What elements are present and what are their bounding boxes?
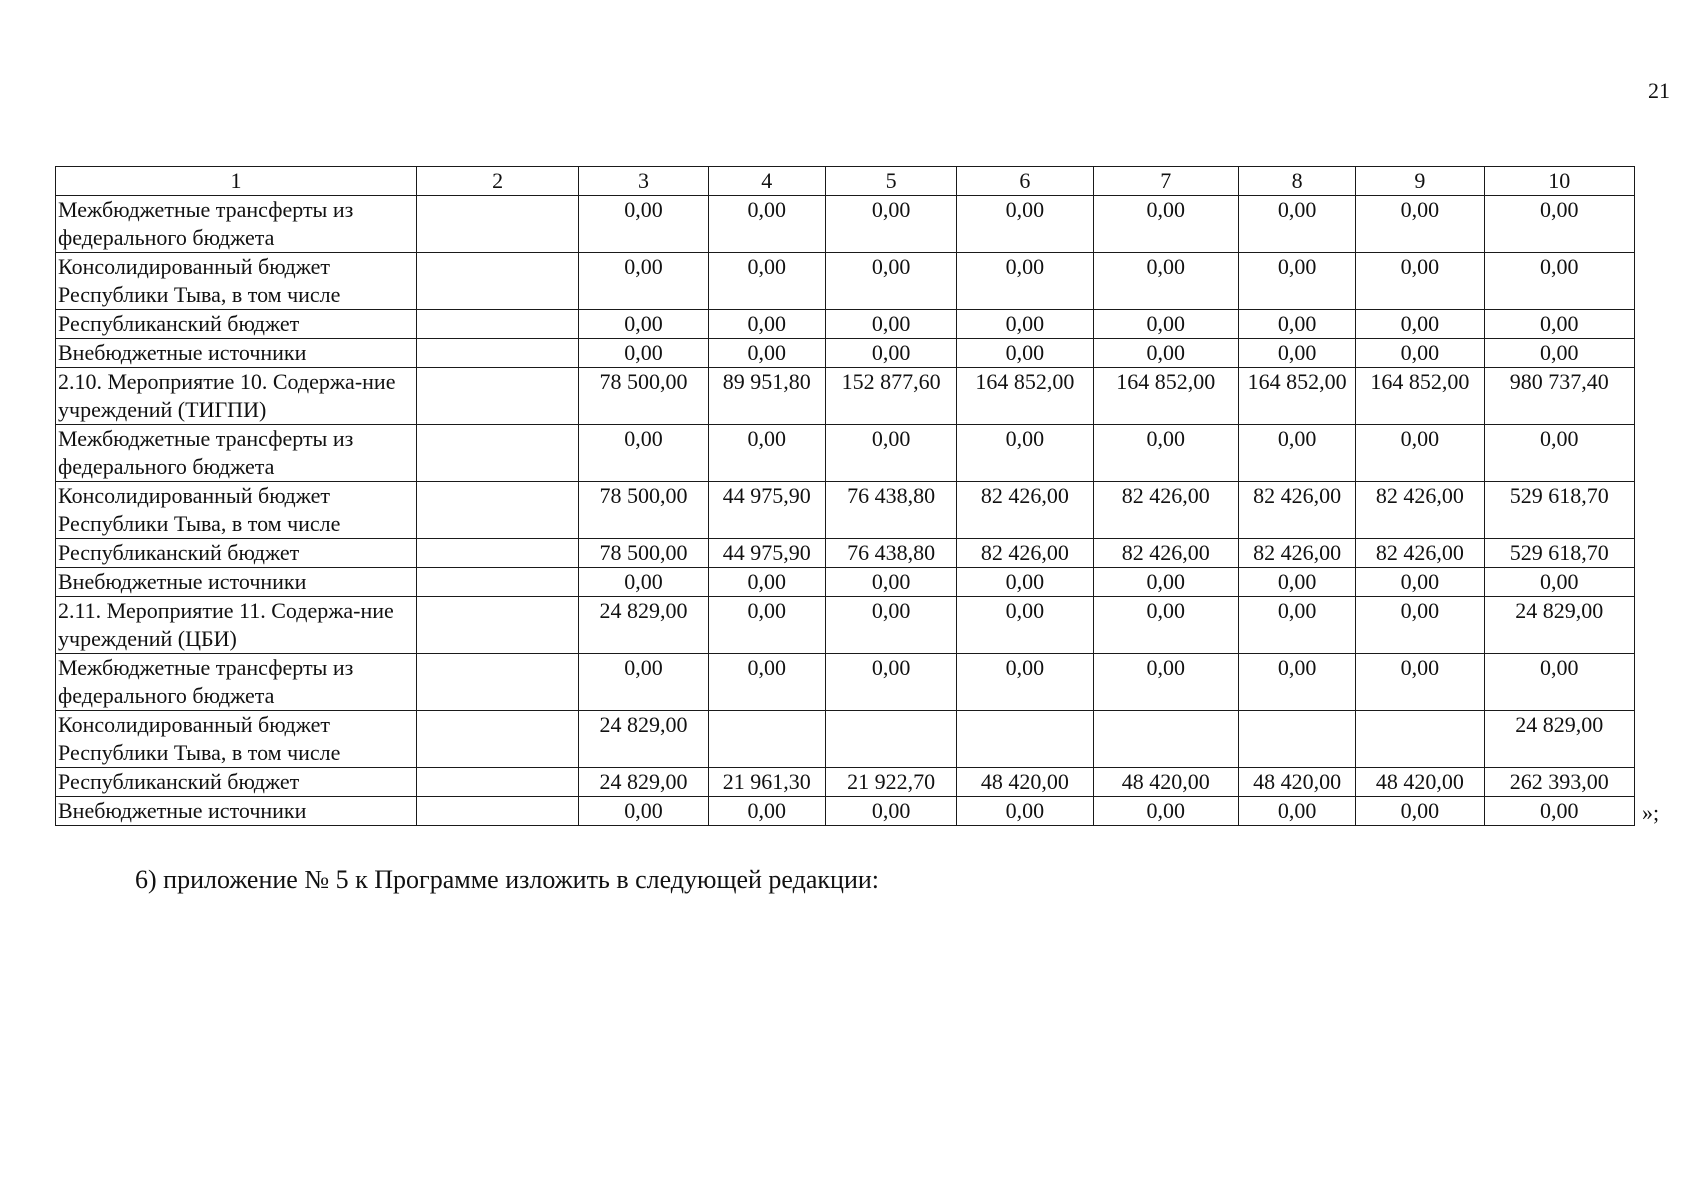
table-cell: 0,00 <box>1484 196 1634 253</box>
table-cell: 529 618,70 <box>1484 539 1634 568</box>
table-cell: 0,00 <box>579 196 708 253</box>
table-row <box>56 425 1635 482</box>
budget-table <box>55 166 1635 826</box>
table-cell: 0,00 <box>579 654 708 711</box>
table-cell <box>416 425 578 482</box>
table-cell: 0,00 <box>957 568 1093 597</box>
table-header-row <box>56 167 1635 196</box>
table-cell: 78 500,00 <box>579 368 708 425</box>
table-cell <box>825 711 956 768</box>
table-cell: 0,00 <box>1093 597 1238 654</box>
column-header: 6 <box>957 167 1093 196</box>
table-cell: 0,00 <box>1356 797 1484 826</box>
table-row <box>56 568 1635 597</box>
table-cell <box>416 711 578 768</box>
table-row <box>56 368 1635 425</box>
table-cell: 48 420,00 <box>1356 768 1484 797</box>
table-row <box>56 539 1635 568</box>
table-cell: 0,00 <box>825 654 956 711</box>
row-label: 2.10. Мероприятие 10. Содержа-ние учреждений (ТИГПИ) <box>56 368 417 425</box>
table-cell <box>708 711 825 768</box>
table-cell: 0,00 <box>1093 196 1238 253</box>
table-cell: 76 438,80 <box>825 482 956 539</box>
row-label: Межбюджетные трансферты из федерального бюджета <box>56 425 417 482</box>
table-cell: 0,00 <box>1356 196 1484 253</box>
table-cell <box>416 654 578 711</box>
table-cell: 0,00 <box>1484 253 1634 310</box>
table-cell: 48 420,00 <box>1238 768 1355 797</box>
table-cell: 82 426,00 <box>957 482 1093 539</box>
table-cell: 0,00 <box>579 253 708 310</box>
table-cell: 0,00 <box>579 310 708 339</box>
table-cell: 0,00 <box>957 597 1093 654</box>
table-row <box>56 711 1635 768</box>
table-cell: 44 975,90 <box>708 482 825 539</box>
table-cell: 0,00 <box>708 310 825 339</box>
table-cell: 0,00 <box>957 310 1093 339</box>
table-cell: 24 829,00 <box>1484 711 1634 768</box>
table-cell: 0,00 <box>957 425 1093 482</box>
table-cell: 164 852,00 <box>1356 368 1484 425</box>
table-row <box>56 597 1635 654</box>
table-cell: 0,00 <box>1356 425 1484 482</box>
table-cell: 78 500,00 <box>579 482 708 539</box>
table-cell: 82 426,00 <box>1238 482 1355 539</box>
table-cell <box>1356 711 1484 768</box>
table-row <box>56 196 1635 253</box>
table-cell: 164 852,00 <box>957 368 1093 425</box>
table-cell: 89 951,80 <box>708 368 825 425</box>
table-cell: 0,00 <box>825 597 956 654</box>
row-label: Республиканский бюджет <box>56 768 417 797</box>
table-cell: 0,00 <box>1093 253 1238 310</box>
table-cell: 0,00 <box>1356 310 1484 339</box>
table-cell: 0,00 <box>708 568 825 597</box>
table-cell: 0,00 <box>1356 339 1484 368</box>
table-row <box>56 339 1635 368</box>
table-cell: 0,00 <box>1356 568 1484 597</box>
table-cell: 0,00 <box>957 339 1093 368</box>
table-cell: 0,00 <box>957 797 1093 826</box>
table-cell <box>416 339 578 368</box>
row-label: Консолидированный бюджет Республики Тыва, в том числе <box>56 482 417 539</box>
table-cell: 0,00 <box>579 568 708 597</box>
table-cell: 0,00 <box>825 425 956 482</box>
column-header: 3 <box>579 167 708 196</box>
row-label: Республиканский бюджет <box>56 310 417 339</box>
row-label: Внебюджетные источники <box>56 568 417 597</box>
amendment-paragraph: 6) приложение № 5 к Программе изложить в следующей редакции: <box>135 865 879 894</box>
table-cell <box>1093 711 1238 768</box>
column-header: 4 <box>708 167 825 196</box>
table-cell: 0,00 <box>708 425 825 482</box>
table-cell <box>416 310 578 339</box>
table-cell: 0,00 <box>957 253 1093 310</box>
table-cell: 0,00 <box>825 568 956 597</box>
table-cell: 0,00 <box>1356 253 1484 310</box>
column-header: 1 <box>56 167 417 196</box>
table-cell: 21 961,30 <box>708 768 825 797</box>
table-cell: 164 852,00 <box>1093 368 1238 425</box>
table-cell: 0,00 <box>1484 568 1634 597</box>
table-row <box>56 310 1635 339</box>
table-cell: 48 420,00 <box>1093 768 1238 797</box>
table-cell: 0,00 <box>1484 797 1634 826</box>
table-cell: 82 426,00 <box>957 539 1093 568</box>
table-cell: 0,00 <box>708 654 825 711</box>
table-cell <box>416 597 578 654</box>
table-cell: 82 426,00 <box>1356 539 1484 568</box>
table-cell: 0,00 <box>1356 597 1484 654</box>
column-header: 7 <box>1093 167 1238 196</box>
table-cell: 0,00 <box>1093 339 1238 368</box>
row-label: Консолидированный бюджет Республики Тыва, в том числе <box>56 711 417 768</box>
table-cell: 0,00 <box>1484 339 1634 368</box>
table-cell <box>416 539 578 568</box>
table-cell <box>416 368 578 425</box>
table-row <box>56 654 1635 711</box>
table-cell: 82 426,00 <box>1093 482 1238 539</box>
row-label: Межбюджетные трансферты из федерального бюджета <box>56 196 417 253</box>
table-body <box>56 196 1635 826</box>
column-header: 2 <box>416 167 578 196</box>
row-label: Республиканский бюджет <box>56 539 417 568</box>
table-cell: 0,00 <box>1238 310 1355 339</box>
table-cell: 0,00 <box>1093 654 1238 711</box>
table-cell: 0,00 <box>1356 654 1484 711</box>
table-cell <box>957 711 1093 768</box>
table-cell <box>416 568 578 597</box>
table-cell: 0,00 <box>708 339 825 368</box>
table-cell: 0,00 <box>1238 597 1355 654</box>
table-cell: 0,00 <box>579 425 708 482</box>
table-row <box>56 797 1635 826</box>
table-cell: 0,00 <box>825 797 956 826</box>
row-label: Консолидированный бюджет Республики Тыва, в том числе <box>56 253 417 310</box>
table-row <box>56 482 1635 539</box>
column-header: 9 <box>1356 167 1484 196</box>
row-label: Межбюджетные трансферты из федерального бюджета <box>56 654 417 711</box>
table-cell: 78 500,00 <box>579 539 708 568</box>
row-label: Внебюджетные источники <box>56 797 417 826</box>
table-cell: 0,00 <box>708 597 825 654</box>
table-cell: 0,00 <box>825 339 956 368</box>
table-cell: 0,00 <box>825 196 956 253</box>
table-cell: 0,00 <box>1093 310 1238 339</box>
table-cell <box>416 253 578 310</box>
table-cell: 76 438,80 <box>825 539 956 568</box>
table-cell <box>416 196 578 253</box>
page-number: 21 <box>1648 78 1670 103</box>
table-cell: 529 618,70 <box>1484 482 1634 539</box>
table-cell: 0,00 <box>957 654 1093 711</box>
table-cell: 82 426,00 <box>1238 539 1355 568</box>
column-header: 5 <box>825 167 956 196</box>
table-cell: 24 829,00 <box>579 711 708 768</box>
table-cell: 0,00 <box>1238 339 1355 368</box>
table-cell: 0,00 <box>708 797 825 826</box>
table-cell: 0,00 <box>708 253 825 310</box>
table-cell: 82 426,00 <box>1093 539 1238 568</box>
table-cell: 48 420,00 <box>957 768 1093 797</box>
table-cell: 0,00 <box>579 797 708 826</box>
table-cell: 164 852,00 <box>1238 368 1355 425</box>
table-cell: 0,00 <box>1093 797 1238 826</box>
table-cell: 0,00 <box>1093 425 1238 482</box>
table-cell: 0,00 <box>579 339 708 368</box>
table-cell: 980 737,40 <box>1484 368 1634 425</box>
table-row <box>56 768 1635 797</box>
table-cell: 0,00 <box>708 196 825 253</box>
table-cell: 0,00 <box>1238 797 1355 826</box>
table-cell: 0,00 <box>1238 654 1355 711</box>
table-cell: 24 829,00 <box>579 768 708 797</box>
table-cell: 0,00 <box>1238 568 1355 597</box>
table-cell: 44 975,90 <box>708 539 825 568</box>
column-header: 8 <box>1238 167 1355 196</box>
table-cell: 24 829,00 <box>1484 597 1634 654</box>
table-cell: 152 877,60 <box>825 368 956 425</box>
table-row <box>56 253 1635 310</box>
row-label: Внебюджетные источники <box>56 339 417 368</box>
table-cell: 0,00 <box>1484 654 1634 711</box>
table-cell: 82 426,00 <box>1356 482 1484 539</box>
table-cell: 24 829,00 <box>579 597 708 654</box>
table-cell <box>416 768 578 797</box>
closing-quote: »; <box>1642 800 1660 825</box>
table-cell: 262 393,00 <box>1484 768 1634 797</box>
table-cell: 0,00 <box>957 196 1093 253</box>
table-cell: 0,00 <box>1093 568 1238 597</box>
table-cell <box>1238 711 1355 768</box>
table-cell: 0,00 <box>1238 425 1355 482</box>
column-header: 10 <box>1484 167 1634 196</box>
table-cell: 0,00 <box>1238 196 1355 253</box>
row-label: 2.11. Мероприятие 11. Содержа-ние учреждений (ЦБИ) <box>56 597 417 654</box>
table-cell <box>416 482 578 539</box>
table-cell: 0,00 <box>825 253 956 310</box>
table-cell: 0,00 <box>1484 310 1634 339</box>
table-cell <box>416 797 578 826</box>
table-cell: 0,00 <box>1484 425 1634 482</box>
table-cell: 0,00 <box>1238 253 1355 310</box>
table-cell: 0,00 <box>825 310 956 339</box>
table-cell: 21 922,70 <box>825 768 956 797</box>
